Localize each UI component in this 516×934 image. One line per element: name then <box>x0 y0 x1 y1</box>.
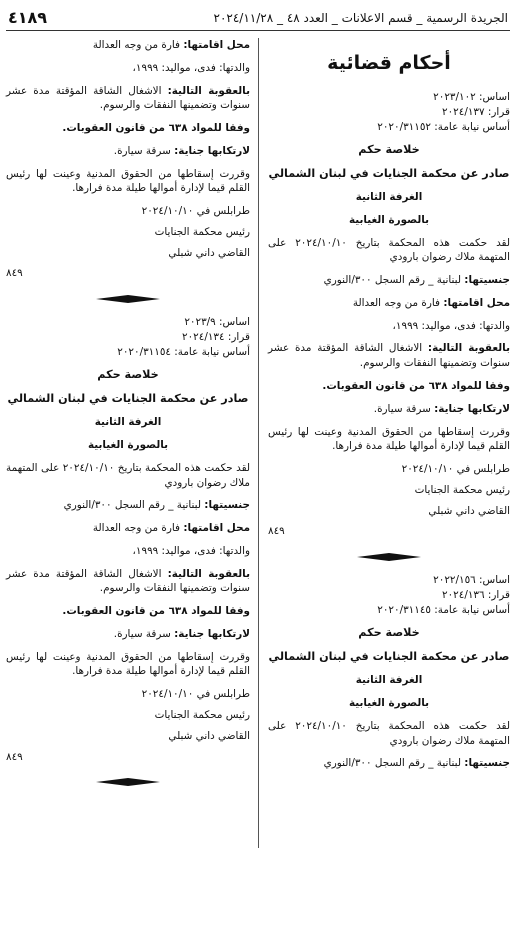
judgment-intro: لقد حكمت هذه المحكمة بتاريخ ٢٠٢٤/١٠/١٠ على المتهمة ملاك رضوان بارودي <box>268 719 510 747</box>
penalty-value: الاشغال الشاقة المؤقتة مدة عشر سنوات وتضمينها النفقات والرسوم. <box>268 342 510 370</box>
separator-ornament <box>6 293 250 301</box>
penalty-line <box>268 341 510 371</box>
decision-text: وقررت إسقاطها من الحقوق المدنية وعينت لها رئيس القلم قيما لإدارة أموالها طيلة مدة فرارها. <box>6 650 250 678</box>
signature-name: القاضي داني شبلي <box>168 729 250 742</box>
judgment-block <box>268 573 510 771</box>
mother-line: والدتها: فدى، مواليد: ١٩٩٩، <box>132 61 250 74</box>
residence-line <box>268 296 510 311</box>
residence-value: فارة من وجه العدالة <box>92 522 181 535</box>
prosecution-number: أساس نيابة عامة: ٢٠٢٠/٣١١٤٥ <box>377 603 510 616</box>
left-column <box>6 38 250 798</box>
residence-value: فارة من وجه العدالة <box>92 39 181 51</box>
mother-line: والدتها: فدى، مواليد: ١٩٩٩، <box>392 319 510 332</box>
notice-code: ٨٤٩ <box>6 750 23 763</box>
decision-text: وقررت إسقاطها من الحقوق المدنية وعينت لها رئيس القلم قيما لإدارة أموالها طيلة مدة فرارها. <box>6 167 250 195</box>
notice-code: ٨٤٩ <box>6 267 23 280</box>
residence-label: محل اقامتها: <box>183 522 250 535</box>
signature-title: رئيس محكمة الجنايات <box>414 483 510 496</box>
court-name: صادر عن محكمة الجنايات في لبنان الشمالي <box>7 392 249 406</box>
nationality-value: لبنانية _ رقم السجل ٣٠٠/النوري <box>323 274 461 287</box>
separator-ornament <box>268 551 510 559</box>
mother-line: والدتها: فدى، مواليد: ١٩٩٩، <box>132 544 250 557</box>
residence-line <box>6 521 250 536</box>
summary-heading: خلاصة حكم <box>358 626 420 640</box>
page-number: ٤١٨٩ <box>8 8 48 27</box>
section-title: أحكام قضائية <box>327 52 451 74</box>
penalty-value: الاشغال الشاقة المؤقتة مدة عشر سنوات وتضمينها النفقات والرسوم. <box>6 567 250 595</box>
nationality-label: جنسيتها: <box>204 499 250 512</box>
summary-heading: خلاصة حكم <box>358 143 420 157</box>
nationality-line <box>6 498 250 513</box>
signature-title: رئيس محكمة الجنايات <box>154 225 250 238</box>
crime-label: لارتكابها جناية: <box>174 627 250 640</box>
crime-label: لارتكابها جناية: <box>174 144 250 157</box>
crime-line <box>6 144 250 159</box>
signature-title: رئيس محكمة الجنايات <box>154 709 250 722</box>
penalty-value: الاشغال الشاقة المؤقتة مدة عشر سنوات وتضمينها النفقات والرسوم. <box>6 84 250 112</box>
crime-value: سرقة سيارة. <box>113 627 171 640</box>
decision-number: قرار: ٢٠٢٤/١٣٤ <box>182 330 250 343</box>
header-title: الجريدة الرسمية _ قسم الاعلانات _ العدد ٤٨ _ ٢٠٢٤/١١/٢٨ <box>213 11 508 25</box>
nationality-line <box>268 273 510 288</box>
decision-text: وقررت إسقاطها من الحقوق المدنية وعينت لها رئيس القلم قيما لإدارة أموالها طيلة مدة فرارها. <box>268 425 510 453</box>
crime-label: لارتكابها جناية: <box>434 402 510 415</box>
penalty-label: بالعقوبة التالية: <box>167 84 250 97</box>
court-name: صادر عن محكمة الجنايات في لبنان الشمالي <box>268 650 510 664</box>
nationality-label: جنسيتها: <box>464 757 510 770</box>
prosecution-number: أساس نيابة عامة: ٢٠٢٠/٣١١٥٤ <box>117 345 250 358</box>
court-name: صادر عن محكمة الجنايات في لبنان الشمالي <box>268 167 510 181</box>
crime-value: سرقة سيارة. <box>373 402 431 415</box>
nationality-label: جنسيتها: <box>464 274 510 287</box>
chamber: الغرفة الثانية <box>355 191 423 204</box>
judgment-intro: لقد حكمت هذه المحكمة بتاريخ ٢٠٢٤/١٠/١٠ على المتهمة ملاك رضوان بارودي <box>268 236 510 264</box>
crime-value: سرقة سيارة. <box>113 144 171 157</box>
residence-label: محل اقامتها: <box>443 296 510 309</box>
place-date: طرابلس في ٢٠٢٤/١٠/١٠ <box>401 463 510 476</box>
signature-name: القاضي داني شبلي <box>428 504 510 517</box>
judgment-mode: بالصورة الغيابية <box>87 439 169 452</box>
law-line: وفقا للمواد ٦٣٨ من قانون العقوبات. <box>62 122 250 135</box>
penalty-line <box>6 84 250 114</box>
penalty-label: بالعقوبة التالية: <box>167 567 250 580</box>
judgment-block <box>268 90 510 559</box>
right-column <box>268 38 510 779</box>
place-date: طرابلس في ٢٠٢٤/١٠/١٠ <box>141 205 250 218</box>
prosecution-number: أساس نيابة عامة: ٢٠٢٠/٣١١٥٢ <box>377 120 510 133</box>
penalty-label: بالعقوبة التالية: <box>427 342 510 355</box>
crime-line <box>268 402 510 417</box>
summary-heading: خلاصة حكم <box>97 368 159 382</box>
residence-line <box>6 38 250 53</box>
chamber: الغرفة الثانية <box>94 416 162 429</box>
crime-line <box>6 627 250 642</box>
nationality-value: لبنانية _ رقم السجل ٣٠٠/النوري <box>63 499 201 512</box>
law-line: وفقا للمواد ٦٣٨ من قانون العقوبات. <box>322 379 510 392</box>
judgment-mode: بالصورة الغيابية <box>348 696 430 709</box>
place-date: طرابلس في ٢٠٢٤/١٠/١٠ <box>141 688 250 701</box>
judgment-mode: بالصورة الغيابية <box>348 213 430 226</box>
case-number: اساس: ٢٠٢٢/١٥٦ <box>433 574 510 587</box>
case-number: اساس: ٢٠٢٣/١٠٢ <box>433 90 510 103</box>
residence-label: محل اقامتها: <box>183 39 250 51</box>
notice-code: ٨٤٩ <box>268 525 285 538</box>
chamber: الغرفة الثانية <box>355 674 423 687</box>
judgment-block <box>6 315 250 784</box>
nationality-value: لبنانية _ رقم السجل ٣٠٠/النوري <box>323 757 461 770</box>
judgment-intro: لقد حكمت هذه المحكمة بتاريخ ٢٠٢٤/١٠/١٠ على المتهمة ملاك رضوان بارودي <box>6 461 250 489</box>
page-header <box>6 8 510 31</box>
nationality-line <box>268 756 510 771</box>
signature-name: القاضي داني شبلي <box>168 246 250 259</box>
penalty-line <box>6 567 250 597</box>
decision-number: قرار: ٢٠٢٤/١٣٦ <box>442 588 510 601</box>
decision-number: قرار: ٢٠٢٤/١٣٧ <box>442 105 510 118</box>
law-line: وفقا للمواد ٦٣٨ من قانون العقوبات. <box>62 605 250 618</box>
separator-ornament <box>6 776 250 784</box>
case-number: اساس: ٢٠٢٣/٩ <box>184 316 250 329</box>
column-divider <box>258 38 259 848</box>
judgment-continuation <box>6 38 250 301</box>
residence-value: فارة من وجه العدالة <box>352 296 441 309</box>
